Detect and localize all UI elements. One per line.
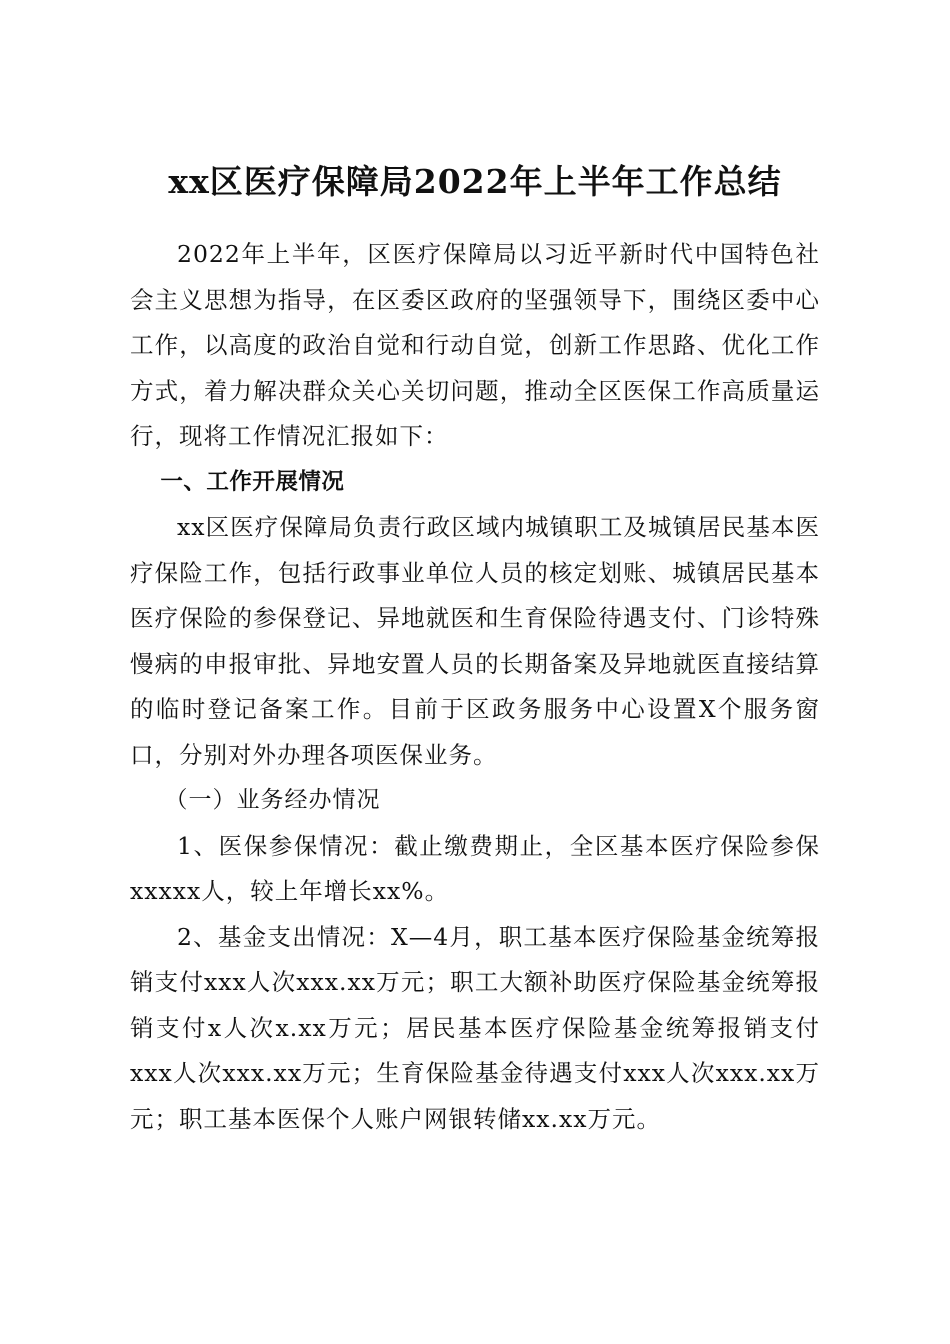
section-heading-work-progress: 一、工作开展情况 [160,468,345,495]
document-title: xx区医疗保障局2022年上半年工作总结 [168,162,782,202]
section-paragraph-responsibilities: xx区医疗保障局负责行政区域内城镇职工及城镇居民基本医疗保险工作，包括行政事业单位人员的核定划账、城镇居民基本医疗保险的参保登记、异地就医和生育保险待遇支付、门诊特殊慢病的申报审批、异地安置人员的长期备案及异地就医直接结算的临时登记备案工作。目前于区政务服务中心设置X个服务窗口，分别对外办理各项医保业务。 [130,513,820,769]
intro-paragraph: 2022年上半年，区医疗保障局以习近平新时代中国特色社会主义思想为指导，在区委区政府的坚强领导下，围绕区委中心工作，以高度的政治自觉和行动自觉，创新工作思路、优化工作方式，着力解决群众关心关切问题，推动全区医保工作高质量运行，现将工作情况汇报如下： [130,240,820,450]
subsection-heading-business-handling: （一）业务经办情况 [164,787,381,813]
list-item-fund-expenditure: 2、基金支出情况：X—4月，职工基本医疗保险基金统筹报销支付xxx人次xxx.xx万元；职工大额补助医疗保险基金统筹报销支付x人次x.xx万元；居民基本医疗保险基金统筹报销支付xxx人次xxx.xx万元；生育保险基金待遇支付xxx人次xxx.xx万元；职工基本医保个人账户网银转储xx.xx万元。 [130,922,820,1133]
document-body [130,232,820,1142]
list-item-insurance-enrollment: 1、医保参保情况：截止缴费期止，全区基本医疗保险参保xxxxx人，较上年增长xx%。 [130,831,820,905]
